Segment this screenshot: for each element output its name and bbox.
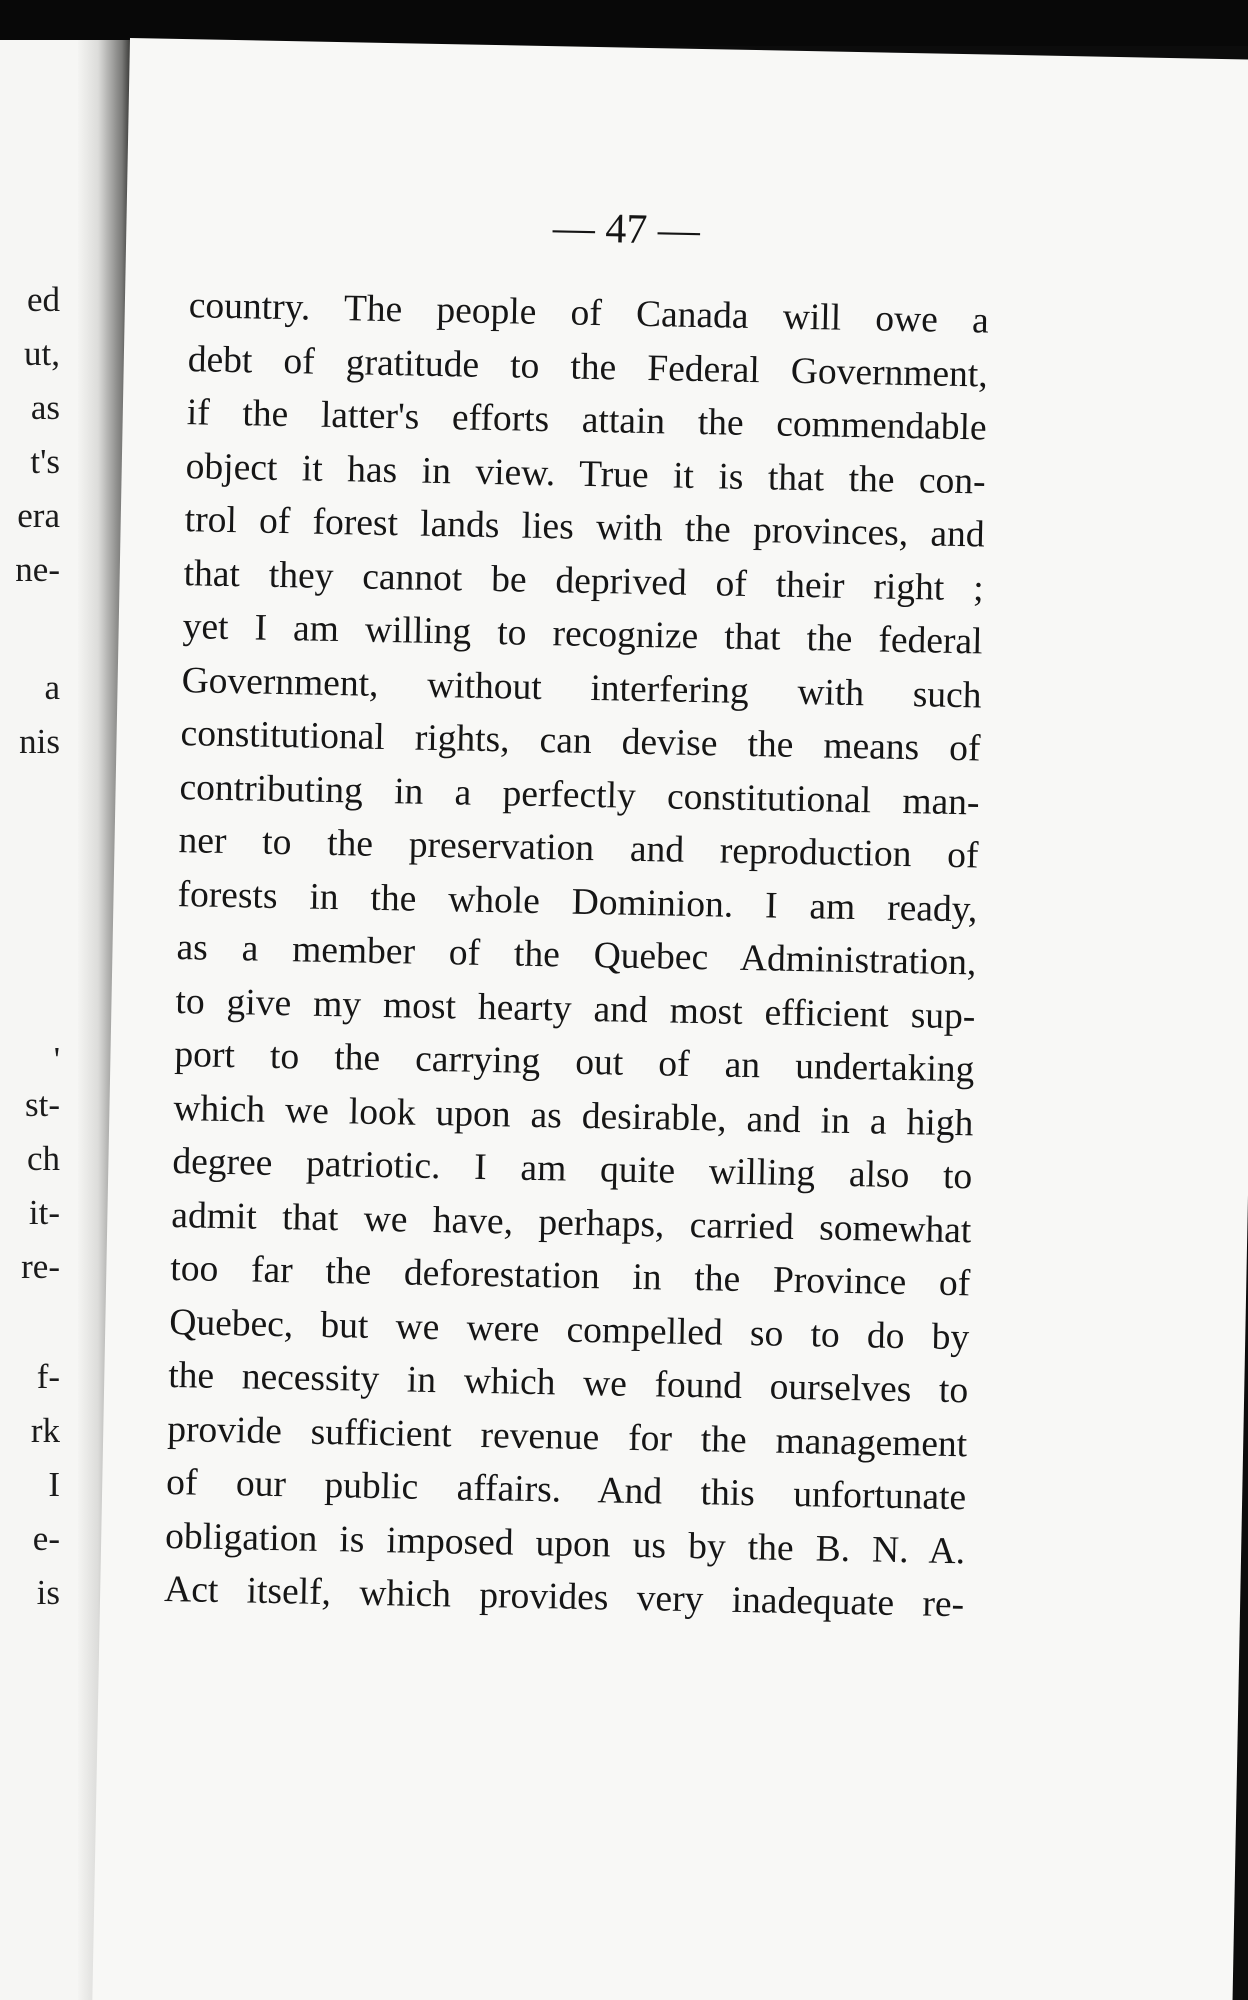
left-fragment: it- (28, 1193, 60, 1232)
left-fragment: a (44, 668, 60, 707)
text-line: yet I am willing to recognize that the federal (182, 606, 983, 663)
text-line: Quebec, but we were compelled so to do by (168, 1301, 970, 1358)
left-fragment: ed (26, 280, 60, 319)
text-line: debt of gratitude to the Federal Government, (187, 338, 989, 396)
text-line: forests in the whole Dominion. I am ready, (177, 873, 978, 930)
text-line: of our public affairs. And this unfortunate (165, 1461, 967, 1519)
text-line: object it has in view. True it is that the con- (185, 445, 987, 503)
text-line: as a member of the Quebec Administration, (176, 927, 977, 984)
left-fragment: ne- (15, 550, 60, 589)
left-fragment: era (17, 496, 60, 535)
text-line: contributing in a perfectly constitutional man- (179, 766, 980, 823)
left-fragment: e- (32, 1519, 60, 1558)
text-line: constitutional rights, can devise the means of (180, 713, 981, 770)
text-line: that they cannot be deprived of their right ; (183, 552, 984, 609)
left-fragment: t's (30, 442, 60, 481)
text-line: Act itself, which provides very inadequate re- (163, 1568, 965, 1626)
book-page (92, 38, 1248, 2000)
left-fragment: is (36, 1573, 60, 1612)
text-line: if the latter's efforts attain the commendable (186, 392, 988, 449)
text-line: Government, without interfering with such (181, 659, 982, 716)
left-fragment: as (30, 388, 60, 427)
left-fragment: ch (26, 1139, 60, 1178)
page-number: — 47 — (552, 205, 701, 254)
text-line: port to the carrying out of an undertaking (174, 1034, 975, 1091)
text-line: obligation is imposed upon us by the B. N. A. (164, 1515, 966, 1572)
left-fragment: st- (25, 1085, 60, 1124)
left-fragment: ut, (24, 334, 60, 373)
text-line: trol of forest lands lies with the provinces, and (184, 499, 986, 556)
text-line: degree patriotic. I am quite willing also to (172, 1141, 973, 1198)
text-line: too far the deforestation in the Province of (169, 1248, 971, 1305)
text-line: which we look upon as desirable, and in a high (173, 1087, 974, 1144)
body-text (164, 279, 990, 1632)
text-line: provide sufficient revenue for the management (166, 1408, 968, 1465)
text-line: country. The people of Canada will owe a (188, 285, 990, 342)
left-fragment: ' (53, 1040, 60, 1079)
left-fragment: f- (36, 1357, 60, 1396)
text-line: ner to the preservation and reproduction of (178, 820, 979, 877)
left-fragment: nis (19, 722, 60, 761)
left-fragment: I (48, 1465, 60, 1504)
text-line: to give my most hearty and most efficient sup- (175, 980, 976, 1037)
left-fragment: rk (30, 1411, 60, 1450)
text-line: the necessity in which we found ourselves to (167, 1354, 969, 1412)
text-line: admit that we have, perhaps, carried somewhat (171, 1194, 972, 1251)
left-fragment: re- (21, 1247, 60, 1286)
